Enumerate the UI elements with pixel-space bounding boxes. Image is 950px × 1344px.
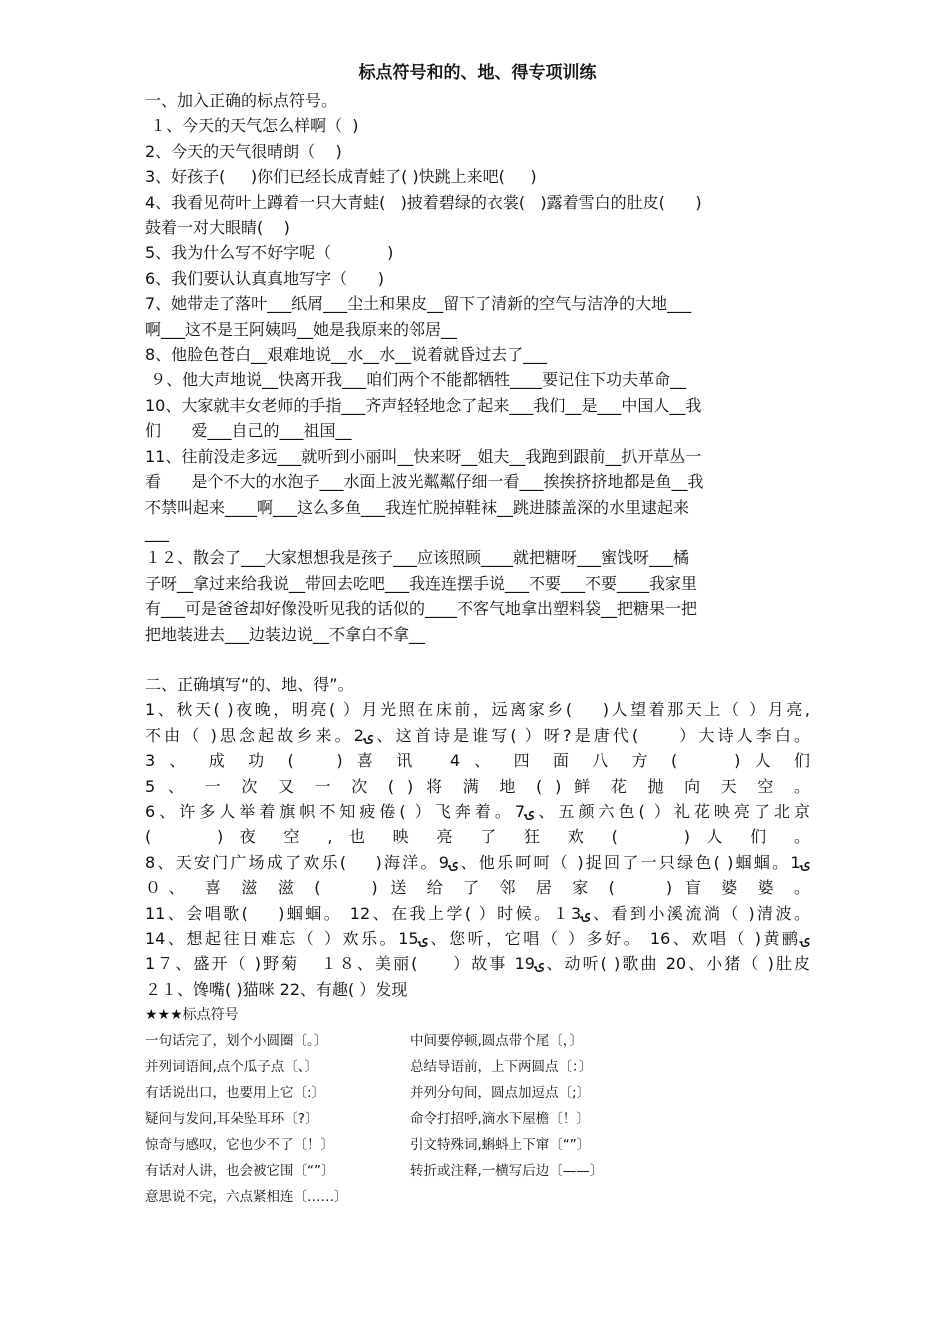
exercise-line: 3、好孩子( )你们已经长成青蛙了( )快跳上来吧( ) (145, 167, 537, 187)
section-heading: ★★★标点符号 (145, 1007, 239, 1024)
rhyme-left: 有话对人讲，也会被它围〔“”〕 (145, 1163, 335, 1180)
rhyme-right: 转折或注释,一横写后边〔——〕 (410, 1163, 604, 1180)
exercise-line: 子呀__拿过来给我说__带回去吃吧___我连连摆手说___不要___不要____我家里 (145, 573, 698, 593)
exercise-line: 14、想起往日难忘（ ）欢乐。15ۍ、您听，它唱（ ）多好。 16、欢唱（ )黄鹂ۍ (145, 929, 810, 948)
exercise-line: ９、他大声地说__快离开我___咱们两个不能都牺牲____要记住下功夫革命__ (145, 370, 687, 390)
exercise-line: 5、我为什么写不好字呢（ ) (145, 243, 394, 263)
exercise-line: 把地装进去___边装边说__不拿白不拿__ (145, 624, 426, 644)
rhyme-row (145, 1054, 810, 1080)
exercise-line: 7、她带走了落叶___纸屑___尘土和果皮__留下了清新的空气与洁净的大地___ (145, 294, 692, 314)
rhyme-left: 一句话完了，划个小圆圈〔。〕 (145, 1033, 328, 1050)
rhyme-row (145, 1080, 810, 1106)
exercise-line: 看 是个不大的水泡子___水面上波光粼粼仔细一看___挨挨挤挤地都是鱼__我 (145, 472, 704, 492)
exercise-line: 啊___这不是王阿姨吗__她是我原来的邻居__ (145, 319, 458, 339)
exercise-line: 11、往前没走多远___就听到小丽叫__快来呀__姐夫__我跑到跟前__扒开草丛一 (145, 446, 702, 466)
exercise-line: 1７、盛开（ )野菊 １８、美丽( ）故事 19ۍ、动听( )歌曲 20、小猪（ )肚皮 (145, 954, 810, 974)
rhyme-row (145, 1132, 810, 1158)
section-de-di-de (145, 672, 810, 1002)
exercise-line: ( ) 夜 空 , 也 映 亮 了 狂 欢 ( ) 人 们 。 (145, 827, 810, 847)
rhyme-right: 中间要停顿,圆点带个尾〔，〕 (410, 1033, 584, 1050)
exercise-line: 2、今天的天气很晴朗（ ) (145, 141, 342, 161)
exercise-line: 1、秋天( )夜晚，明亮( ）月光照在床前，远离家乡( )人望着那天上（ ）月亮, (145, 700, 810, 720)
rhyme-left: 并列词语间,点个瓜子点〔、〕 (145, 1059, 319, 1076)
exercise-line: 不禁叫起来____啊___这么多鱼___我连忙脱掉鞋袜__跳进膝盖深的水里逮起来 (145, 497, 690, 517)
rhyme-row (145, 1028, 810, 1054)
exercise-line: 8、他脸色苍白__艰难地说__水__水__说着就昏过去了___ (145, 345, 548, 365)
exercise-line: 3 、 成 功 ( ) 喜 讯 4 、 四 面 八 方 ( ) 人 们 (145, 751, 810, 771)
exercise-line: 们 爱___自己的___祖国__ (145, 421, 352, 441)
rhyme-right: 并列分句间，圆点加逗点〔;〕 (410, 1085, 591, 1102)
worksheet-page (145, 60, 810, 1210)
rhyme-left: 惊奇与感叹，它也少不了〔！〕 (145, 1137, 334, 1154)
rhyme-right: 命令打招呼,滴水下屋檐〔！〕 (410, 1111, 590, 1128)
rhyme-left: 有话说出口，也要用上它〔:〕 (145, 1085, 326, 1102)
exercise-line: １、今天的天气怎么样啊（ ) (145, 116, 359, 136)
exercise-line: 10、大家就丰女老师的手指___齐声轻轻地念了起来___我们__是___中国人__我 (145, 395, 702, 415)
section-heading: 二、正确填写“的、地、得”。 (145, 674, 354, 694)
exercise-line: ２１、馋嘴( )猫咪 22、有趣( ）发现 (145, 979, 408, 999)
section-spacer (145, 647, 810, 672)
rhyme-right: 总结导语前，上下两圆点〔：〕 (410, 1059, 593, 1076)
rhyme-left: 疑问与发问,耳朵坠耳环〔?〕 (145, 1111, 319, 1128)
rhyme-row (145, 1106, 810, 1132)
section-punctuation-rhyme (145, 1002, 810, 1210)
exercise-line: 5 、 一 次 又 一 次 ( ) 将 满 地 ( ) 鲜 花 抛 向 天 空 。 (145, 776, 810, 796)
rhyme-row (145, 1158, 810, 1184)
exercise-line: 不由（ )思念起故乡来。2⁠ۍ、这首诗是谁写( ）呀?是唐代( ）大诗人李白。 (145, 725, 810, 745)
exercise-line: 鼓着一对大眼睛( ) (145, 218, 290, 238)
exercise-line: ___ (145, 522, 169, 542)
exercise-line: ０、 喜 滋 滋 ( ) 送 给 了 邻 居 家 ( ) 盲 婆 婆 。 (145, 878, 810, 898)
exercise-line: 6、许多人举着旗帜不知疲倦( ）飞奔着。7ۍ、五颜六色( ）礼花映亮了北京 (145, 801, 810, 821)
rhyme-row (145, 1184, 810, 1210)
rhyme-left: 意思说不完，六点紧相连〔……〕 (145, 1189, 348, 1206)
exercise-line: 11、会唱歌( )蝈蝈。 12、在我上学( ）时候。１3ۍ、看到小溪流淌（ )清波。 (145, 903, 810, 923)
exercise-line: 4、我看见荷叶上蹲着一只大青蛙( )披着碧绿的衣裳( )露着雪白的肚皮( ) (145, 192, 702, 212)
section-heading: 一、加入正确的标点符号。 (145, 91, 338, 110)
exercise-line: 8、天安门广场成了欢乐( )海洋。9ۍ、他乐呵呵（ )捉回了一只绿色( )蝈蝈。1ۍ (145, 852, 810, 872)
section-punctuation (145, 88, 810, 647)
exercise-line: 有___可是爸爸却好像没听见我的话似的____不客气地拿出塑料袋__把糖果一把 (145, 599, 698, 619)
rhyme-right: 引文特殊词,蝌蚪上下窜〔“”〕 (410, 1137, 591, 1154)
worksheet-title: 标点符号和的、地、得专项训练 (358, 63, 597, 83)
exercise-line: 6、我们要认认真真地写字（ ) (145, 268, 384, 288)
exercise-line: １２、散会了___大家想想我是孩子___应该照顾____就把糖呀___蜜饯呀___橘 (145, 548, 690, 568)
